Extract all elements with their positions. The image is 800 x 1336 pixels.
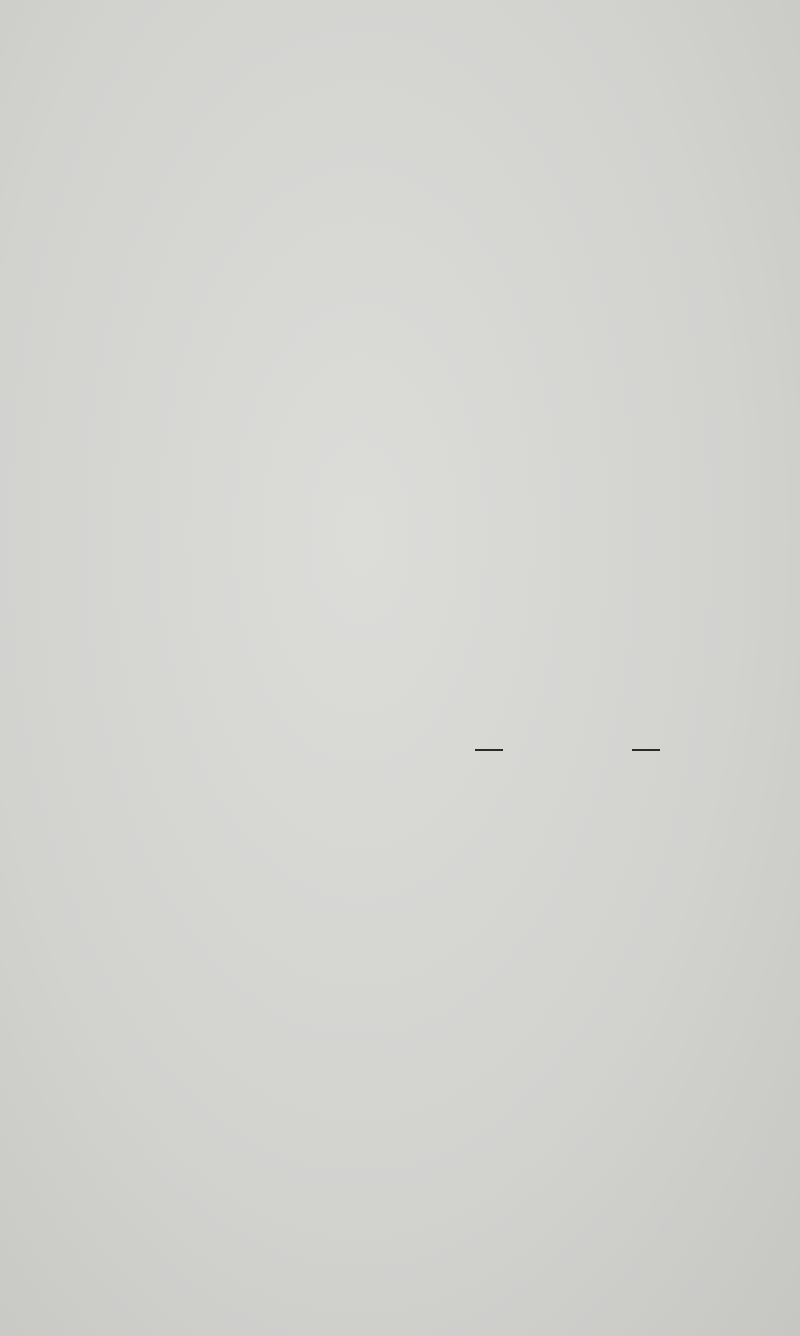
column-dash-1	[475, 749, 503, 751]
obs4-text	[57, 992, 712, 996]
obs3-text	[57, 284, 712, 288]
column-dash-2	[632, 749, 660, 751]
